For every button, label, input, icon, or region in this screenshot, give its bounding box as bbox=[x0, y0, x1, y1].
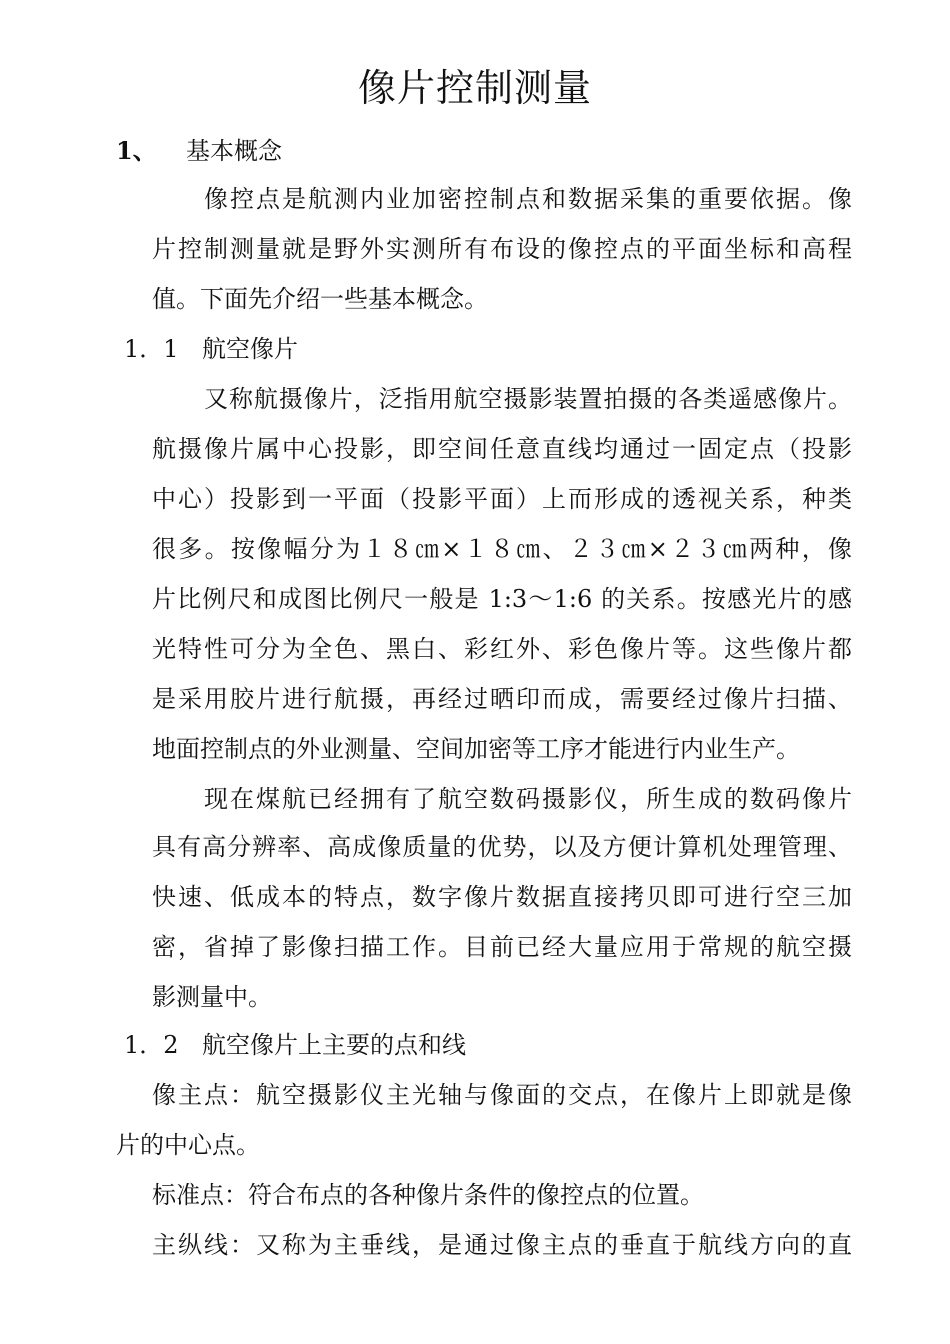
section-number: 1．2 bbox=[124, 1031, 179, 1059]
paragraph-line: 又称航摄像片，泛指用航空摄影装置拍摄的各类遥感像片。 bbox=[204, 385, 852, 413]
section-number: 1、 bbox=[116, 136, 157, 165]
paragraph-line: 中心）投影到一平面（投影平面）上而形成的透视关系，种类 bbox=[152, 485, 852, 513]
section-title: 航空像片上主要的点和线 bbox=[202, 1031, 466, 1059]
paragraph-line: 值。下面先介绍一些基本概念。 bbox=[152, 285, 488, 313]
paragraph-line: 片比例尺和成图比例尺一般是 1:3～1:6 的关系。按感光片的感 bbox=[152, 585, 852, 613]
definition-line: 标准点：符合布点的各种像片条件的像控点的位置。 bbox=[152, 1181, 704, 1209]
section-number: 1．1 bbox=[124, 335, 179, 363]
paragraph-line: 像控点是航测内业加密控制点和数据采集的重要依据。像 bbox=[204, 185, 852, 213]
paragraph-line: 光特性可分为全色、黑白、彩红外、彩色像片等。这些像片都 bbox=[152, 635, 852, 663]
paragraph-line: 具有高分辨率、高成像质量的优势，以及方便计算机处理管理、 bbox=[152, 833, 852, 861]
paragraph-line: 快速、低成本的特点，数字像片数据直接拷贝即可进行空三加 bbox=[152, 883, 852, 911]
definition-line: 像主点：航空摄影仪主光轴与像面的交点，在像片上即就是像 bbox=[152, 1081, 852, 1109]
definition-line: 片的中心点。 bbox=[116, 1131, 260, 1159]
paragraph-line: 现在煤航已经拥有了航空数码摄影仪，所生成的数码像片 bbox=[204, 785, 852, 813]
paragraph-line: 密，省掉了影像扫描工作。目前已经大量应用于常规的航空摄 bbox=[152, 933, 852, 961]
definition-line: 主纵线：又称为主垂线，是通过像主点的垂直于航线方向的直 bbox=[152, 1231, 852, 1259]
section-title: 基本概念 bbox=[186, 137, 282, 165]
paragraph-line: 片控制测量就是野外实测所有布设的像控点的平面坐标和高程 bbox=[152, 235, 852, 263]
paragraph-line: 地面控制点的外业测量、空间加密等工序才能进行内业生产。 bbox=[152, 735, 800, 763]
paragraph-line: 是采用胶片进行航摄，再经过晒印而成，需要经过像片扫描、 bbox=[152, 685, 852, 713]
paragraph-line: 航摄像片属中心投影，即空间任意直线均通过一固定点（投影 bbox=[152, 435, 852, 463]
paragraph-line: 影测量中。 bbox=[152, 983, 272, 1011]
paragraph-line: 很多。按像幅分为１８㎝×１８㎝、２３㎝×２３㎝两种，像 bbox=[152, 535, 852, 563]
section-title: 航空像片 bbox=[202, 335, 298, 363]
document-title: 像片控制测量 bbox=[357, 66, 592, 110]
